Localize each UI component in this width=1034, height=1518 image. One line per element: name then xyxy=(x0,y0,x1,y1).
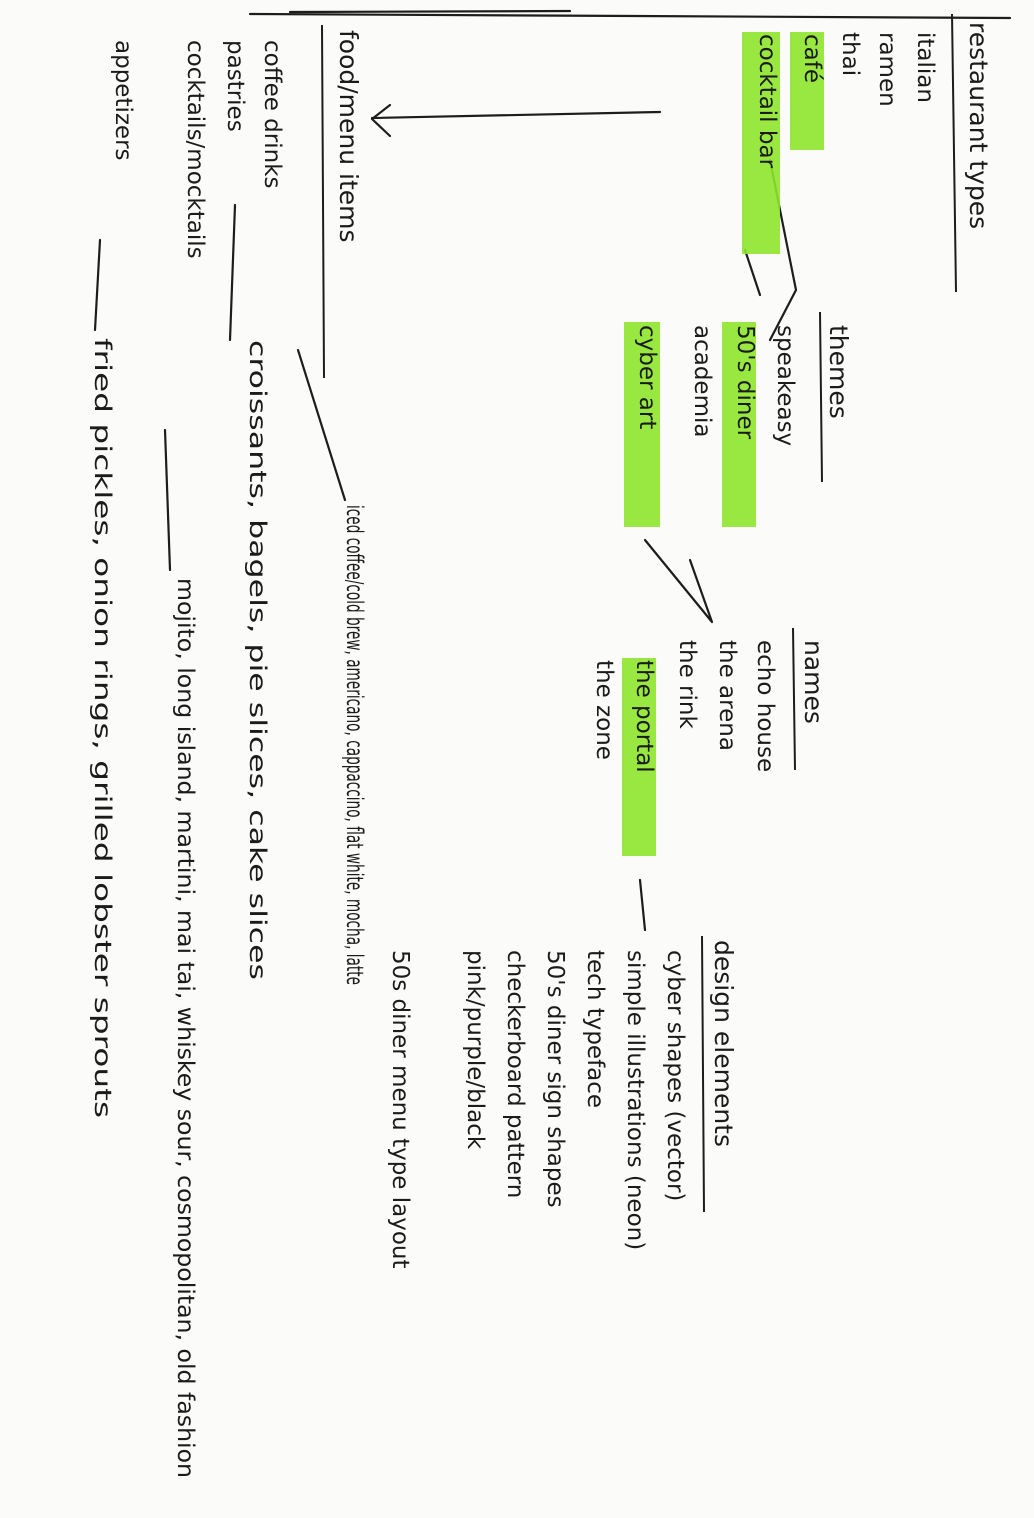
connector-pastries-to-detail xyxy=(230,205,235,340)
design-element-colors: pink/purple/black xyxy=(462,950,488,1150)
food-item-appetizers: appetizers xyxy=(110,40,136,161)
design-element-simple-illustrations: simple illustrations (neon) xyxy=(622,950,648,1251)
connector-food-to-coffee-detail xyxy=(298,350,345,500)
restaurant-type-italian: italian xyxy=(912,32,938,103)
restaurant-types-heading: restaurant types xyxy=(964,22,993,230)
names-heading: names xyxy=(799,640,828,724)
top-border-line xyxy=(250,14,1010,18)
design-element-checkerboard: checkerboard pattern xyxy=(502,950,528,1199)
underline-names xyxy=(793,628,795,770)
design-elements-heading: design elements xyxy=(709,940,738,1147)
food-arrow-head xyxy=(372,105,390,136)
food-item-cocktails: cocktails/mocktails xyxy=(182,40,208,259)
connector-cocktails-to-detail xyxy=(165,430,170,570)
theme-academia: academia xyxy=(689,325,715,438)
design-element-cyber-shapes: cyber shapes (vector) xyxy=(662,950,688,1202)
theme-50s-diner: 50's diner xyxy=(732,325,758,440)
top-border-line-left xyxy=(290,11,570,12)
food-menu-heading: food/menu items xyxy=(334,30,363,243)
theme-cyber-art: cyber art xyxy=(634,325,660,430)
name-echo-house: echo house xyxy=(752,640,778,773)
food-detail-appetizers: fried pickles, onion rings, grilled lobster sprouts xyxy=(89,338,115,887)
underline-restaurant-types xyxy=(952,14,956,292)
theme-speakeasy: speakeasy xyxy=(772,325,798,447)
underline-themes xyxy=(820,312,822,482)
food-detail-cocktails: mojito, long island, martini, mai tai, whiskey sour, cosmopolitan, old fashion xyxy=(172,578,198,1455)
themes-heading: themes xyxy=(824,325,853,419)
restaurant-type-ramen: ramen xyxy=(874,32,900,107)
name-the-zone: the zone xyxy=(591,660,617,760)
connector-cocktail-to-themes xyxy=(745,250,760,295)
underline-food-menu xyxy=(322,25,324,378)
connector-themes-to-names xyxy=(645,540,712,622)
design-element-diner-sign-shapes: 50's diner sign shapes xyxy=(542,950,568,1208)
connector-names-to-design xyxy=(640,880,645,930)
name-the-rink: the rink xyxy=(674,640,700,729)
food-detail-pastries: croissants, bagels, pie slices, cake slices xyxy=(244,340,270,806)
name-the-portal: the portal xyxy=(631,660,657,773)
name-the-arena: the arena xyxy=(714,640,740,751)
connector-lines xyxy=(95,11,1010,930)
design-element-menu-layout: 50s diner menu type layout xyxy=(387,950,413,1269)
food-detail-coffee: iced coffee/cold brew, americano, cappaccino, flat white, mocha, latte xyxy=(341,505,367,1314)
food-item-pastries: pastries xyxy=(222,40,248,132)
underline-design-elements xyxy=(702,936,704,1212)
restaurant-type-thai: thai xyxy=(837,32,863,77)
connector-types-to-food xyxy=(372,112,660,118)
connector-appetizers-to-detail xyxy=(95,240,100,330)
design-element-tech-typeface: tech typeface xyxy=(582,950,608,1109)
restaurant-type-cafe: café xyxy=(799,34,825,83)
food-item-coffee-drinks: coffee drinks xyxy=(259,40,285,189)
restaurant-type-cocktail-bar: cocktail bar xyxy=(754,34,780,169)
